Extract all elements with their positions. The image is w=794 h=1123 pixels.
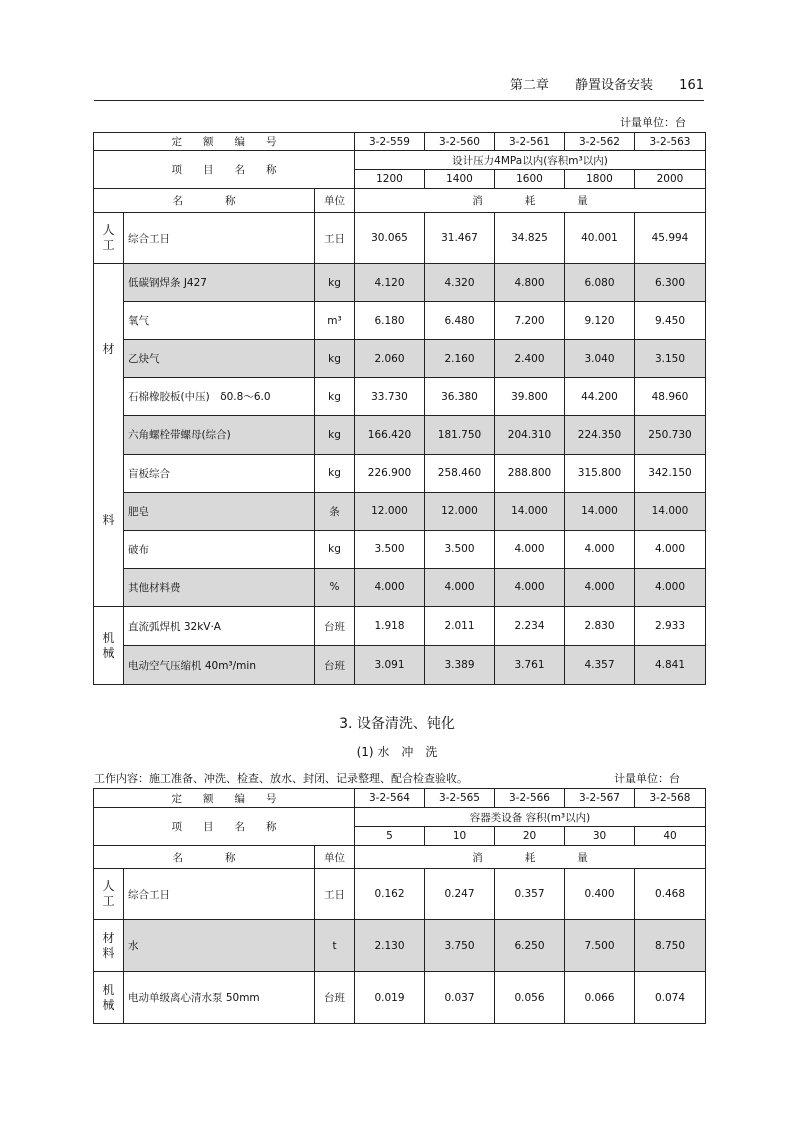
resource-unit: m³	[315, 302, 355, 340]
quota-code: 3-2-566	[495, 789, 565, 808]
resource-value: 9.450	[635, 302, 706, 340]
size-value: 10	[425, 827, 495, 846]
header-rule	[94, 100, 704, 101]
resource-unit: kg	[315, 530, 355, 568]
resource-value: 2.234	[495, 607, 565, 646]
resource-name: 综合工日	[124, 869, 315, 920]
quota-code: 3-2-560	[425, 133, 495, 151]
material-row	[94, 920, 706, 972]
resource-value: 4.320	[425, 264, 495, 302]
resource-value: 3.500	[355, 530, 425, 568]
resource-value: 48.960	[635, 378, 706, 416]
quota-code: 3-2-562	[565, 133, 635, 151]
quota-code: 3-2-561	[495, 133, 565, 151]
item-name-label: 项 目 名 称	[94, 151, 355, 189]
work-content: 工作内容：施工准备、冲洗、检查、放水、封闭、记录整理、配合检查验收。	[94, 772, 468, 785]
resource-value: 14.000	[495, 492, 565, 530]
category-material-bottom: 料	[102, 513, 115, 527]
resource-value: 4.000	[565, 530, 635, 568]
resource-name: 盲板综合	[124, 454, 315, 492]
resource-name: 综合工日	[124, 213, 315, 264]
resource-value: 39.800	[495, 378, 565, 416]
resource-value: 0.019	[355, 972, 425, 1024]
quota-number-label: 定 额 编 号	[94, 133, 355, 151]
resource-value: 36.380	[425, 378, 495, 416]
resource-value: 4.000	[495, 530, 565, 568]
resource-value: 3.750	[425, 920, 495, 972]
column-header-row	[94, 846, 706, 869]
resource-value: 204.310	[495, 416, 565, 454]
resource-value: 2.060	[355, 340, 425, 378]
resource-value: 0.056	[495, 972, 565, 1024]
quota-code: 3-2-563	[635, 133, 706, 151]
resource-value: 0.074	[635, 972, 706, 1024]
resource-value: 6.180	[355, 302, 425, 340]
resource-name: 六角螺栓带螺母(综合)	[124, 416, 315, 454]
resource-name: 水	[124, 920, 315, 972]
machine-row	[94, 607, 706, 646]
resource-value: 6.080	[565, 264, 635, 302]
spec-row	[94, 151, 706, 170]
resource-unit: 工日	[315, 869, 355, 920]
material-row	[94, 454, 706, 492]
resource-unit: 台班	[315, 972, 355, 1024]
resource-value: 4.000	[425, 568, 495, 606]
table1-unit-label: 计量单位：台	[620, 116, 686, 129]
resource-value: 3.500	[425, 530, 495, 568]
quota-table-2	[93, 788, 706, 1024]
resource-value: 3.389	[425, 646, 495, 685]
material-row	[94, 378, 706, 416]
labor-row	[94, 869, 706, 920]
resource-name: 肥皂	[124, 492, 315, 530]
resource-value: 0.037	[425, 972, 495, 1024]
resource-unit: 条	[315, 492, 355, 530]
code-row	[94, 789, 706, 808]
subsection-title: (1) 水 冲 洗	[356, 745, 438, 759]
material-row	[94, 568, 706, 606]
category-material: 材料	[94, 920, 124, 972]
code-row	[94, 133, 706, 151]
resource-unit: kg	[315, 416, 355, 454]
resource-value: 315.800	[565, 454, 635, 492]
resource-value: 4.357	[565, 646, 635, 685]
resource-value: 2.160	[425, 340, 495, 378]
resource-value: 4.000	[565, 568, 635, 606]
quota-number-label: 定 额 编 号	[94, 789, 355, 808]
resource-value: 288.800	[495, 454, 565, 492]
resource-value: 0.162	[355, 869, 425, 920]
resource-unit: 台班	[315, 646, 355, 685]
resource-value: 224.350	[565, 416, 635, 454]
resource-value: 6.480	[425, 302, 495, 340]
unit-column-label: 单位	[315, 189, 355, 213]
quota-code: 3-2-568	[635, 789, 706, 808]
resource-value: 0.400	[565, 869, 635, 920]
material-row	[94, 530, 706, 568]
material-row	[94, 340, 706, 378]
resource-value: 4.000	[635, 530, 706, 568]
consumption-label: 消 耗 量	[355, 189, 706, 213]
resource-name: 其他材料费	[124, 568, 315, 606]
material-row	[94, 492, 706, 530]
quota-code: 3-2-559	[355, 133, 425, 151]
section-title: 3. 设备清洗、钝化	[339, 716, 455, 732]
resource-value: 2.830	[565, 607, 635, 646]
resource-name: 破布	[124, 530, 315, 568]
quota-code: 3-2-564	[355, 789, 425, 808]
consumption-label: 消 耗 量	[355, 846, 706, 869]
resource-unit: kg	[315, 340, 355, 378]
resource-value: 0.468	[635, 869, 706, 920]
resource-value: 166.420	[355, 416, 425, 454]
resource-value: 2.011	[425, 607, 495, 646]
resource-value: 8.750	[635, 920, 706, 972]
resource-value: 4.000	[355, 568, 425, 606]
resource-unit: kg	[315, 264, 355, 302]
resource-value: 3.150	[635, 340, 706, 378]
resource-value: 6.300	[635, 264, 706, 302]
size-value: 5	[355, 827, 425, 846]
category-machine: 机械	[94, 607, 124, 685]
size-value: 1200	[355, 170, 425, 189]
resource-unit: kg	[315, 454, 355, 492]
resource-value: 12.000	[355, 492, 425, 530]
resource-value: 2.933	[635, 607, 706, 646]
item-name-label: 项 目 名 称	[94, 808, 355, 846]
resource-value: 2.130	[355, 920, 425, 972]
resource-unit: 工日	[315, 213, 355, 264]
resource-name: 氧气	[124, 302, 315, 340]
size-value: 2000	[635, 170, 706, 189]
resource-value: 181.750	[425, 416, 495, 454]
resource-value: 30.065	[355, 213, 425, 264]
resource-value: 4.000	[635, 568, 706, 606]
resource-value: 4.000	[495, 568, 565, 606]
spec-label: 容器类设备 容积(m³以内)	[355, 808, 706, 827]
resource-unit: %	[315, 568, 355, 606]
resource-name: 直流弧焊机 32kV·A	[124, 607, 315, 646]
spec-label: 设计压力4MPa以内(容积m³以内)	[355, 151, 706, 170]
name-column-label: 名 称	[94, 846, 315, 869]
quota-code: 3-2-567	[565, 789, 635, 808]
resource-value: 0.357	[495, 869, 565, 920]
column-header-row	[94, 189, 706, 213]
resource-value: 34.825	[495, 213, 565, 264]
resource-value: 1.918	[355, 607, 425, 646]
category-labor: 人工	[94, 213, 124, 264]
resource-value: 14.000	[635, 492, 706, 530]
resource-name: 低碳钢焊条 J427	[124, 264, 315, 302]
resource-value: 0.247	[425, 869, 495, 920]
resource-unit: 台班	[315, 607, 355, 646]
category-material-top: 材	[102, 342, 115, 356]
size-value: 1800	[565, 170, 635, 189]
material-row	[94, 302, 706, 340]
category-labor: 人工	[94, 869, 124, 920]
resource-name: 乙炔气	[124, 340, 315, 378]
chapter-label: 第二章	[509, 78, 549, 93]
category-machine: 机械	[94, 972, 124, 1024]
resource-name: 电动单级离心清水泵 50mm	[124, 972, 315, 1024]
resource-value: 3.091	[355, 646, 425, 685]
resource-name: 石棉橡胶板(中压) δ0.8～6.0	[124, 378, 315, 416]
size-value: 20	[495, 827, 565, 846]
resource-value: 44.200	[565, 378, 635, 416]
resource-value: 342.150	[635, 454, 706, 492]
page-number: 161	[679, 78, 704, 93]
resource-value: 226.900	[355, 454, 425, 492]
resource-name: 电动空气压缩机 40m³/min	[124, 646, 315, 685]
resource-value: 6.250	[495, 920, 565, 972]
labor-row	[94, 213, 706, 264]
resource-value: 3.040	[565, 340, 635, 378]
category-material	[94, 264, 124, 607]
resource-value: 7.200	[495, 302, 565, 340]
resource-value: 250.730	[635, 416, 706, 454]
section-label: 静置设备安装	[575, 78, 654, 93]
size-value: 1400	[425, 170, 495, 189]
resource-value: 12.000	[425, 492, 495, 530]
resource-unit: kg	[315, 378, 355, 416]
resource-value: 45.994	[635, 213, 706, 264]
material-row	[94, 264, 706, 302]
resource-value: 258.460	[425, 454, 495, 492]
resource-value: 31.467	[425, 213, 495, 264]
resource-value: 33.730	[355, 378, 425, 416]
page-header	[94, 74, 704, 96]
size-value: 40	[635, 827, 706, 846]
resource-value: 2.400	[495, 340, 565, 378]
size-value: 1600	[495, 170, 565, 189]
resource-value: 0.066	[565, 972, 635, 1024]
table2-unit-label: 计量单位：台	[614, 772, 680, 785]
resource-value: 4.120	[355, 264, 425, 302]
resource-value: 9.120	[565, 302, 635, 340]
resource-value: 40.001	[565, 213, 635, 264]
resource-value: 4.841	[635, 646, 706, 685]
machine-row	[94, 646, 706, 685]
resource-unit: t	[315, 920, 355, 972]
size-value: 30	[565, 827, 635, 846]
resource-value: 14.000	[565, 492, 635, 530]
spec-row	[94, 808, 706, 827]
material-row	[94, 416, 706, 454]
quota-code: 3-2-565	[425, 789, 495, 808]
resource-value: 4.800	[495, 264, 565, 302]
resource-value: 7.500	[565, 920, 635, 972]
machine-row	[94, 972, 706, 1024]
unit-column-label: 单位	[315, 846, 355, 869]
quota-table-1	[93, 132, 706, 685]
resource-value: 3.761	[495, 646, 565, 685]
name-column-label: 名 称	[94, 189, 315, 213]
